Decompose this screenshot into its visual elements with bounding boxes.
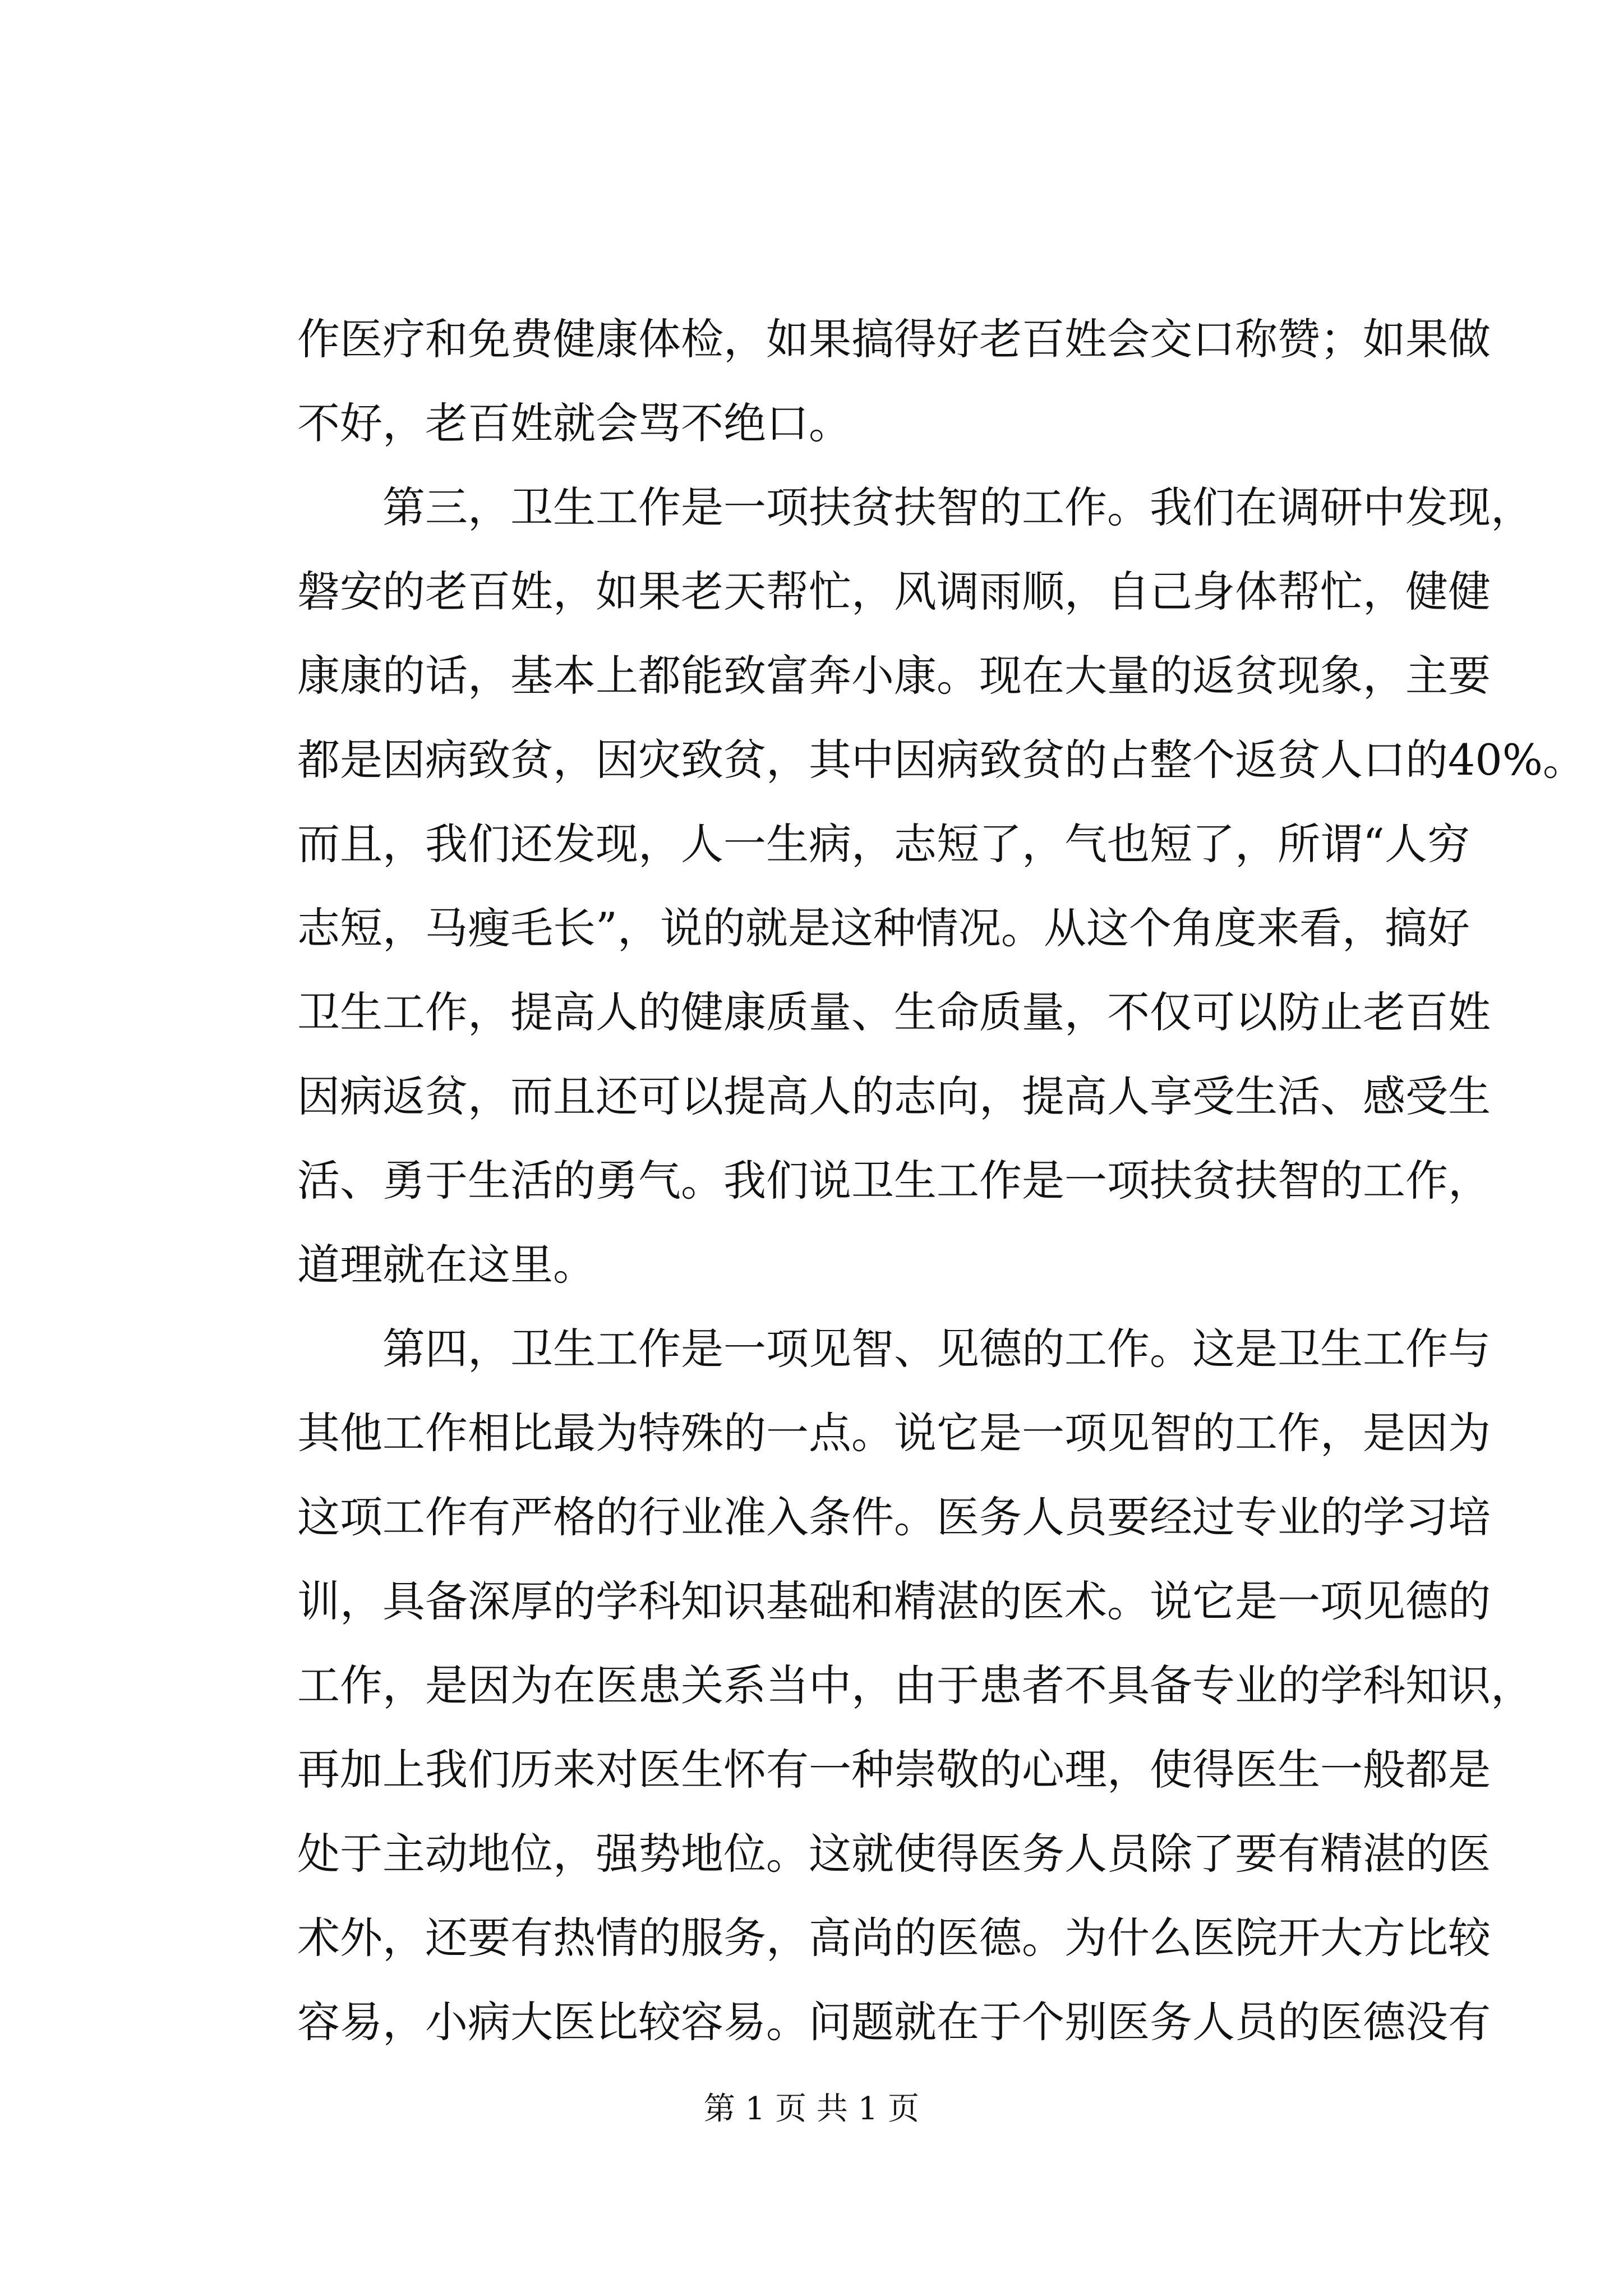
text-line: 处于主动地位，强势地位。这就使得医务人员除了要有精湛的医 <box>297 1829 1491 1879</box>
text-line: 第三，卫生工作是一项扶贫扶智的工作。我们在调研中发现， <box>382 482 1533 532</box>
text-line: 容易，小病大医比较容易。问题就在于个别医务人员的医德没有 <box>297 1997 1491 2047</box>
text-line: 卫生工作，提高人的健康质量、生命质量，不仅可以防止老百姓 <box>297 987 1491 1037</box>
text-line: 康康的话，基本上都能致富奔小康。现在大量的返贫现象，主要 <box>297 651 1491 701</box>
text-line: 第四，卫生工作是一项见智、见德的工作。这是卫生工作与 <box>382 1324 1491 1374</box>
text-line: 作医疗和免费健康体检，如果搞得好老百姓会交口称赞；如果做 <box>297 314 1491 364</box>
page-footer: 第 1 页 共 1 页 <box>703 2091 920 2127</box>
text-line: 都是因病致贫，因灾致贫，其中因病致贫的占整个返贫人口的40%。 <box>297 735 1585 785</box>
text-line: 活、勇于生活的勇气。我们说卫生工作是一项扶贫扶智的工作， <box>297 1156 1491 1205</box>
text-line: 训，具备深厚的学科知识基础和精湛的医术。说它是一项见德的 <box>297 1576 1491 1626</box>
document-body <box>297 297 1585 2064</box>
text-line: 而且，我们还发现，人一生病，志短了，气也短了，所谓“人穷 <box>297 819 1470 869</box>
text-line: 因病返贫，而且还可以提高人的志向，提高人享受生活、感受生 <box>297 1071 1491 1121</box>
text-line: 志短，马瘦毛长”，说的就是这种情况。从这个角度来看，搞好 <box>297 903 1470 953</box>
text-line: 其他工作相比最为特殊的一点。说它是一项见智的工作，是因为 <box>297 1408 1491 1458</box>
text-line: 磐安的老百姓，如果老天帮忙，风调雨顺，自己身体帮忙，健健 <box>297 567 1491 616</box>
text-line: 术外，还要有热情的服务，高尚的医德。为什么医院开大方比较 <box>297 1913 1491 1963</box>
text-line: 不好，老百姓就会骂不绝口。 <box>297 398 851 448</box>
text-line: 再加上我们历来对医生怀有一种崇敬的心理，使得医生一般都是 <box>297 1745 1491 1795</box>
text-line: 这项工作有严格的行业准入条件。医务人员要经过专业的学习培 <box>297 1492 1491 1542</box>
text-line: 工作，是因为在医患关系当中，由于患者不具备专业的学科知识， <box>297 1660 1533 1710</box>
text-line: 道理就在这里。 <box>297 1240 596 1290</box>
